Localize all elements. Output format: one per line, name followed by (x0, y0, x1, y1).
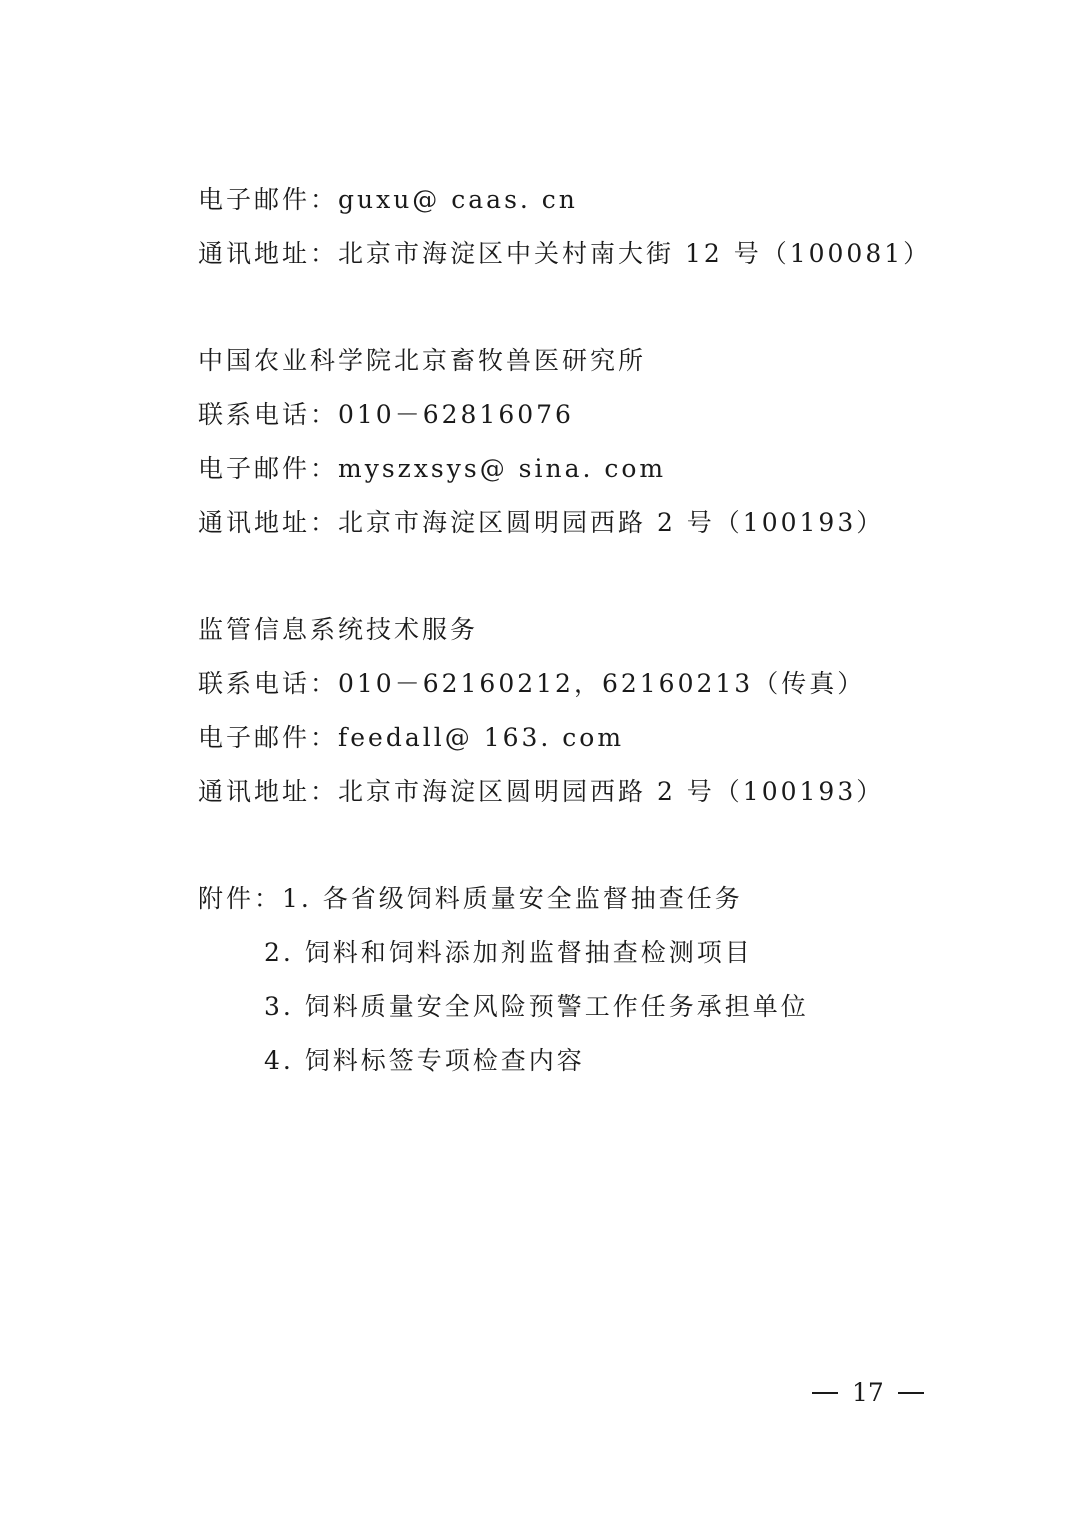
org-name-3: 监管信息系统技术服务 (198, 615, 479, 644)
email-line-2: 电子邮件：myszxsys@ sina. com (198, 454, 667, 483)
attachment-item-3: 3. 饲料质量安全风险预警工作任务承担单位 (264, 992, 809, 1021)
address-line-1: 通讯地址：北京市海淀区中关村南大街 12 号（100081） (198, 239, 932, 268)
page-number (812, 1376, 924, 1410)
phone-line-3: 联系电话：010－62160212，62160213（传真） (198, 669, 866, 698)
address-line-2: 通讯地址：北京市海淀区圆明园西路 2 号（100193） (198, 508, 885, 537)
email-line-1: 电子邮件：guxu@ caas. cn (198, 185, 578, 214)
address-line-3: 通讯地址：北京市海淀区圆明园西路 2 号（100193） (198, 777, 885, 806)
page-number-dash-left (812, 1392, 838, 1394)
attachment-item-4: 4. 饲料标签专项检查内容 (264, 1046, 585, 1075)
phone-line-2: 联系电话：010－62816076 (198, 400, 574, 429)
page-number-value: 17 (852, 1378, 884, 1407)
email-line-3: 电子邮件：feedall@ 163. com (198, 723, 625, 752)
attachment-item-1: 附件：1. 各省级饲料质量安全监督抽查任务 (198, 884, 743, 913)
attachment-item-2: 2. 饲料和饲料添加剂监督抽查检测项目 (264, 938, 753, 967)
page-number-dash-right (898, 1392, 924, 1394)
org-name-2: 中国农业科学院北京畜牧兽医研究所 (198, 346, 647, 375)
